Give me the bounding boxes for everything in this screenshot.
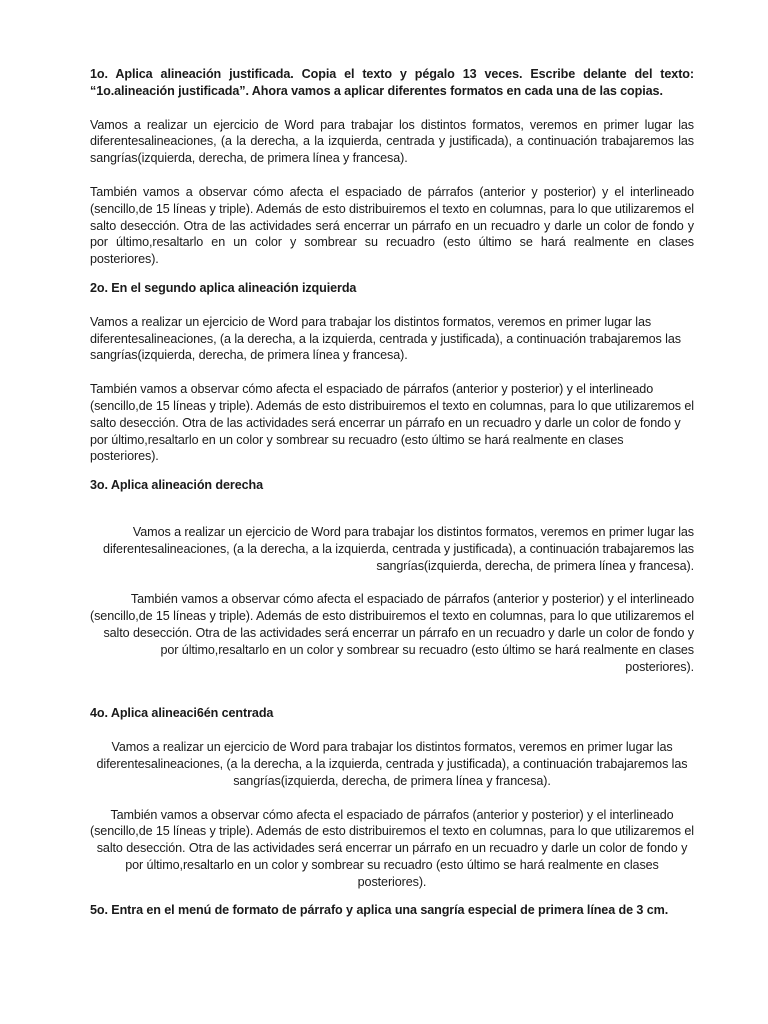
section-3-paragraph-1: Vamos a realizar un ejercicio de Word para trabajar los distintos formatos, veremos en primer lugar las diferentesalineaciones, (a la derecha, a la izquierda, centrada y justificada), a continuación trabajaremos las sangrías(izquierda, derecha, de primera línea y francesa). [103,524,694,573]
section-2-heading: 2o. En el segundo aplica alineación izquierda [90,280,357,295]
section-3-paragraph-2: También vamos a observar cómo afecta el espaciado de párrafos (anterior y posterior) y el interlineado (sencillo,de 15 líneas y triple). Además de esto distribuiremos el texto en columnas, para lo que utilizaremos el salto desección. Otra de las actividades será encerrar un párrafo en un recuadro y darle un color de fondo y por último,resaltarlo en un color y sombrear su recuadro (esto último se hará realmente en clases posteriores). [90,592,695,674]
section-1-heading: 1o. Aplica alineación justificada. Copia el texto y pégalo 13 veces. Escribe delante del texto: “1o.alineación justificada”. Ahora vamos a aplicar diferentes formatos en cada una de las copias. [90,67,694,98]
section-4-heading: 4o. Aplica alineaci6én centrada [90,706,274,721]
section-4-paragraph-1: Vamos a realizar un ejercicio de Word para trabajar los distintos formatos, veremos en primer lugar las diferentesalineaciones, (a la derecha, a la izquierda, centrada y justificada), a continuación trabajaremos las sangrías(izquierda, derecha, de primera línea y francesa). [96,740,688,788]
section-1-paragraph-2: También vamos a observar cómo afecta el espaciado de párrafos (anterior y posterior) y el interlineado (sencillo,de 15 líneas y triple). Además de esto distribuiremos el texto en columnas, para lo que utilizaremos el salto desección. Otra de las actividades será encerrar un párrafo en un recuadro y darle un color de fondo y por último,resaltarlo en un color y sombrear su recuadro (esto último se hará realmente en clases posteriores). [90,184,695,267]
section-5-heading: 5o. Entra en el menú de formato de párrafo y aplica una sangría especial de primera línea de 3 cm. [90,903,669,918]
section-3-heading: 3o. Aplica alineación derecha [90,478,264,493]
section-4-paragraph-2: También vamos a observar cómo afecta el espaciado de párrafos (anterior y posterior) y el interlineado (sencillo,de 15 líneas y triple). Además de esto distribuiremos el texto en columnas, para lo que utilizaremos el salto desección. Otra de las actividades será encerrar un párrafo en un recuadro y darle un color de fondo y por último,resaltarlo en un color y sombrear su recuadro (esto último se hará realmente en clases posteriores). [90,807,695,889]
section-2-paragraph-1: Vamos a realizar un ejercicio de Word para trabajar los distintos formatos, veremos en primer lugar las diferentesalineaciones, (a la derecha, a la izquierda, centrada y justificada), a continuación trabajaremos las sangrías(izquierda, derecha, de primera línea y francesa). [90,314,681,363]
section-2-paragraph-2: También vamos a observar cómo afecta el espaciado de párrafos (anterior y posterior) y el interlineado (sencillo,de 15 líneas y triple). Además de esto distribuiremos el texto en columnas, para lo que utilizaremos el salto desección. Otra de las actividades será encerrar un párrafo en un recuadro y darle un color de fondo y por último,resaltarlo en un color y sombrear su recuadro (esto último se hará realmente en clases posteriores). [90,382,695,464]
section-1-paragraph-1: Vamos a realizar un ejercicio de Word para trabajar los distintos formatos, veremos en primer lugar las diferentesalineaciones, (a la derecha, a la izquierda, centrada y justificada), a continuación trabajaremos las sangrías(izquierda, derecha, de primera línea y francesa). [90,117,694,166]
